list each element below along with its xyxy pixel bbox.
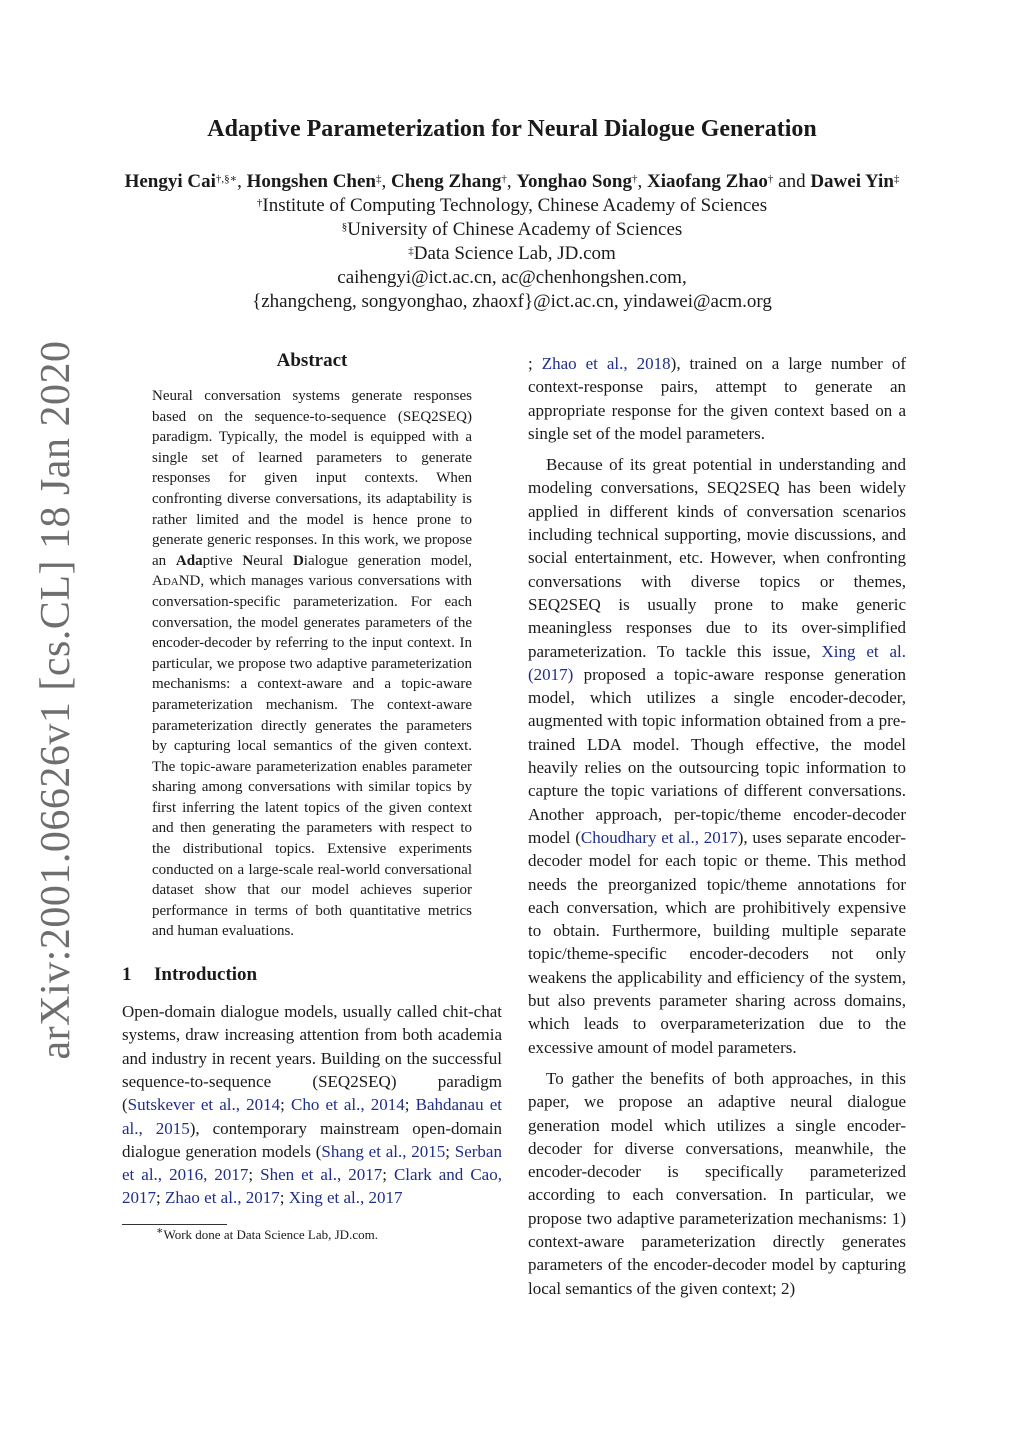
affiliation: †Institute of Computing Technology, Chinese Academy of Sciences xyxy=(256,195,768,216)
right-column xyxy=(528,352,906,1300)
paper-title: Adaptive Parameterization for Neural Dialogue Generation xyxy=(207,116,817,142)
email-line: {zhangcheng, songyonghao, zhaoxf}@ict.ac.cn, yindawei@acm.org xyxy=(252,291,772,312)
affiliation: §University of Chinese Academy of Sciences xyxy=(341,219,683,240)
citation-link[interactable]: Xing et al., 2017 xyxy=(288,1188,403,1208)
citation-link[interactable]: Zhao et al., 2017 xyxy=(164,1188,280,1208)
citation-link[interactable]: Shang et al., 2015 xyxy=(321,1141,446,1161)
section-heading: 1 Introduction xyxy=(122,964,258,986)
citation-link[interactable]: Choudhary et al., 2017 xyxy=(580,827,738,847)
affiliation: ‡Data Science Lab, JD.com xyxy=(408,243,616,264)
citation-link[interactable]: Shen et al., 2017 xyxy=(260,1165,383,1185)
citation-link[interactable]: Clark and Cao, 2017 xyxy=(122,1165,502,1208)
citation-link[interactable]: Zhao et al., 2018 xyxy=(541,354,671,373)
footnote-divider xyxy=(122,1224,227,1225)
citation-link[interactable]: Xing et al. (2017) xyxy=(528,641,906,684)
left-column xyxy=(122,350,502,1243)
author-name: Hengyi Cai xyxy=(124,171,216,192)
intro-paragraph-cont: ; Zhao et al., 2018), trained on a large number of context-response pairs, attempt to generate an appropriate response for the given context based on a single set of the model parameters. xyxy=(528,354,906,443)
intro-paragraph: To gather the benefits of both approaches, in this paper, we propose an adaptive neural dialogue generation model which utilizes a single encoder-decoder for diverse conversations, meanwhile, the encoder-decoder is specifically parameterized according to each conversation. In particular, we propose two adaptive parameterization mechanisms: 1) context-aware parameterization directly generates parameters of the encoder-decoder model by capturing local semantics of the given context; 2) xyxy=(528,1068,906,1298)
citation-link[interactable]: Sutskever et al., 2014 xyxy=(127,1095,281,1115)
citation-link[interactable]: Bahdanau et al., 2015 xyxy=(122,1095,502,1138)
arxiv-sidebar xyxy=(26,300,86,1100)
author-block xyxy=(0,170,1024,314)
footnote: ∗Work done at Data Science Lab, JD.com. xyxy=(156,1224,378,1242)
citation-link[interactable]: Serban et al., 2016, 2017 xyxy=(122,1141,502,1185)
author-name: Hongshen Chen xyxy=(246,171,376,192)
author-name: Dawei Yin xyxy=(810,171,894,192)
author-name: Cheng Zhang xyxy=(391,171,502,192)
abstract-body: Neural conversation systems generate responses based on the sequence-to-sequence (SEQ2SEQ) paradigm. Typically, the model is equipped with a single set of learned parameters to generate responses for given input contexts. When confronting diverse conversations, its adaptability is rather limited and the model is hence prone to generate generic responses. In this work, we propose an Adaptive Neural Dialogue generation model, AdaND, which manages various conversations with conversation-specific parameterization. For each conversation, the model generates parameters of the encoder-decoder by referring to the input context. In particular, we propose two adaptive parameterization mechanisms: a context-aware and a topic-aware parameterization mechanism. The context-aware parameterization directly generates the parameters by capturing local semantics of the given context. The topic-aware parameterization enables parameter sharing among conversations with similar topics by first inferring the latent topics of the given context and then generating the parameters with respect to the distributional topics. Extensive experiments conducted on a large-scale real-world conversational dataset show that our model achieves superior performance in terms of both quantitative metrics and human evaluations. xyxy=(152,388,472,940)
author-name: Xiaofang Zhao xyxy=(647,171,768,192)
email-line: caihengyi@ict.ac.cn, ac@chenhongshen.com, xyxy=(337,267,687,288)
author-list: Hengyi Cai†,§∗, Hongshen Chen‡, Cheng Zhang†, Yonghao Song†, Xiaofang Zhao† and Dawei Yin‡ xyxy=(124,171,900,192)
intro-paragraph: Because of its great potential in understanding and modeling conversations, SEQ2SEQ has been widely applied in different kinds of conversation scenarios including technical supporting, movie discussions, and social entertainment, etc. However, when confronting conversations with diverse topics or themes, SEQ2SEQ is usually prone to make generic meaningless responses due to its over-simplified parameterization. To tackle this issue, Xing et al. (2017) proposed a topic-aware response generation model, which utilizes a single encoder-decoder, augmented with topic information obtained from a pre-trained LDA model. Though effective, the model heavily relies on the outsourcing topic information to capture the topic variations of different conversations. Another approach, per-topic/theme encoder-decoder model (Choudhary et al., 2017), uses separate encoder-decoder model for each topic or theme. This method needs the preorganized topic/theme annotations for each conversation, which are prohibitively expensive to obtain. Furthermore, building multiple separate topic/theme-specific encoder-decoders not only weakens the applicability and efficiency of the system, but also prevents parameter sharing across domains, which leads to overparameterization due to the excessive amount of model parameters. xyxy=(528,455,906,1057)
arxiv-identifier: arXiv:2001.06626v1 [cs.CL] 18 Jan 2020 xyxy=(33,340,79,1060)
citation-link[interactable]: Cho et al., 2014 xyxy=(291,1095,405,1115)
abstract-heading: Abstract xyxy=(276,350,348,371)
intro-paragraph: Open-domain dialogue models, usually called chit-chat systems, draw increasing attention from both academia and industry in recent years. Building on the successful sequence-to-sequence (SEQ2SEQ) paradigm (Sutskever et al., 2014; Cho et al., 2014; Bahdanau et al., 2015), contemporary mainstream open-domain dialogue generation models (Shang et al., 2015; Serban et al., 2016, 2017; Shen et al., 2017; Clark and Cao, 2017; Zhao et al., 2017; Xing et al., 2017 xyxy=(122,1002,502,1208)
author-name: Yonghao Song xyxy=(516,171,632,192)
